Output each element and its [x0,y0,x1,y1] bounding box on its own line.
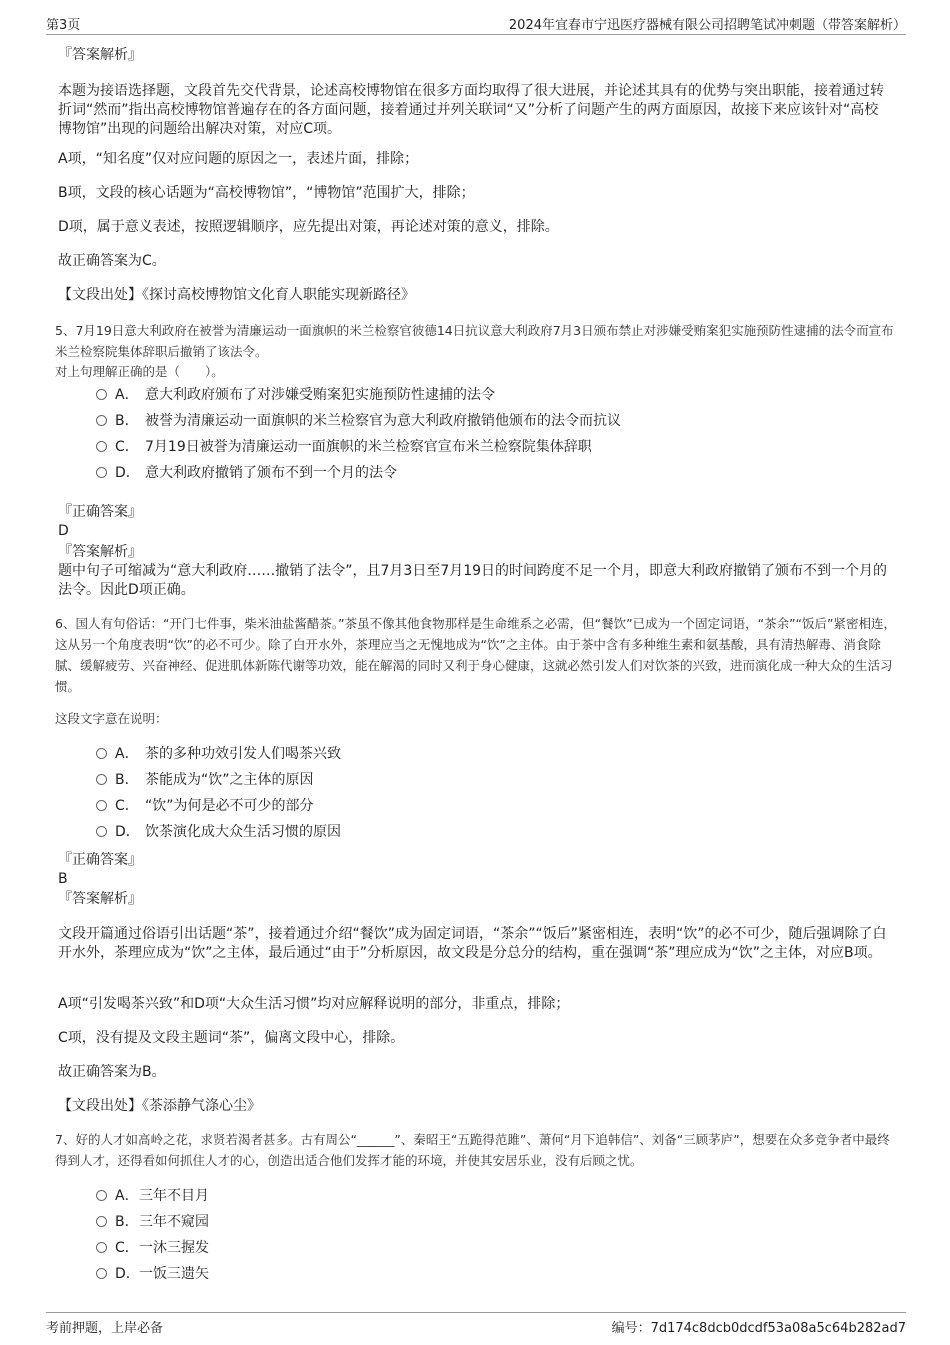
q7-option-b[interactable]: B．三年不窥园 [96,1213,896,1231]
q5-question: 对上句理解正确的是（ ）。 [55,364,224,379]
q6-analysis-label: 『答案解析』 [58,891,142,907]
document-id: 编号：7d174c8dcb0dcdf53a08a5c64b282ad7 [611,1321,906,1336]
radio-button-icon[interactable] [96,774,107,785]
q5-answer: D [58,523,69,539]
q4-analysis-p3: B项，文段的核心话题为“高校博物馆”，“博物馆”范围扩大，排除； [58,185,475,201]
radio-button-icon[interactable] [96,826,107,837]
radio-button-icon[interactable] [96,1242,107,1253]
q5-analysis: 题中句子可缩减为“意大利政府……撤销了法令”，且7月3日至7月19日的时间跨度不足一个月，即意大利政府撤销了颁布不到一个月的法令。因此D项正确。 [58,563,888,598]
q7-option-a[interactable]: A．三年不目月 [96,1187,896,1205]
q6-option-d[interactable]: D． 饮茶演化成大众生活习惯的原因 [96,823,896,841]
q7-stem: 7、好的人才如高岭之花，求贤若渴者甚多。古有周公“______”、秦昭王“五跪得范雎”、萧何“月下追韩信”、刘备“三顾茅庐”，想要在众多竞争者中最终得到人才，还得看如何抓住人才的心，创造出适合他们发挥才能的环境，并使其安居乐业，没有后顾之忧。 [55,1132,890,1168]
document-title: 2024年宜春市宁迅医疗器械有限公司招聘笔试冲刺题（带答案解析） [508,18,906,33]
radio-button-icon[interactable] [96,748,107,759]
q6-analysis-p2: A项“引发喝茶兴致”和D项“大众生活习惯”均对应解释说明的部分，非重点，排除； [58,996,570,1012]
q4-analysis-p2: A项，“知名度”仅对应问题的原因之一，表述片面，排除； [58,151,419,167]
q5-analysis-label: 『答案解析』 [58,544,142,560]
q6-answer-label: 『正确答案』 [58,852,142,868]
q5-answer-label: 『正确答案』 [58,504,142,520]
q5-option-a[interactable]: A． 意大利政府颁布了对涉嫌受贿案犯实施预防性逮捕的法令 [96,386,896,404]
q5-option-c[interactable]: C． 7月19日被誉为清廉运动一面旗帜的米兰检察官宣布米兰检察院集体辞职 [96,438,896,456]
q6-option-a[interactable]: A． 茶的多种功效引发人们喝茶兴致 [96,745,896,763]
q4-analysis-p4: D项，属于意义表述，按照逻辑顺序，应先提出对策，再论述对策的意义，排除。 [58,219,559,235]
radio-button-icon[interactable] [96,415,107,426]
q6-stem: 6、国人有句俗话：“开门七件事，柴米油盐酱醋茶。”茶虽不像其他食物那样是生命维系之必需，但“餐饮”已成为一个固定词语，“茶余”“饭后”紧密相连，这从另一个角度表明“饮”的必不可少。除了白开水外，茶理应当之无愧地成为“饮”之主体。由于茶中含有多种维生素和氨基酸，具有清热解毒、消食除腻、缓解疲劳、兴奋神经、促进肌体新陈代谢等功效，能在解渴的同时又利于身心健康，这就必然引发人们对饮茶的兴致，进而演化成一种大众的生活习惯。 [55,616,897,694]
q4-source: 【文段出处】《探讨高校博物馆文化育人职能实现新路径》 [58,287,415,303]
q7-option-d[interactable]: D．一饭三遗矢 [96,1265,896,1283]
q6-analysis-p4: 故正确答案为B。 [58,1064,166,1080]
q5-option-b[interactable]: B． 被誉为清廉运动一面旗帜的米兰检察官为意大利政府撤销他颁布的法令而抗议 [96,412,896,430]
radio-button-icon[interactable] [96,441,107,452]
q6-question: 这段文字意在说明： [55,711,168,726]
radio-button-icon[interactable] [96,800,107,811]
footer-slogan: 考前押题，上岸必备 [46,1321,164,1336]
page-header [46,14,906,35]
q6-analysis-p1: 文段开篇通过俗语引出话题“茶”，接着通过介绍“餐饮”成为固定词语，“茶余”“饭后”紧密相连，表明“饮”的必不可少，随后强调除了白开水外，茶理应成为“饮”之主体，最后通过“由于”分析原因，故文段是分总分的结构，重在强调“茶”理应成为“饮”之主体，对应B项。 [58,926,887,961]
q6-source: 【文段出处】《茶添静气涤心尘》 [58,1098,261,1114]
q6-answer: B [58,871,68,887]
q6-option-c[interactable]: C． “饮”为何是必不可少的部分 [96,797,896,815]
radio-button-icon[interactable] [96,389,107,400]
q4-analysis-label: 『答案解析』 [58,47,142,63]
q4-analysis-p5: 故正确答案为C。 [58,253,166,269]
q5-option-d[interactable]: D． 意大利政府撤销了颁布不到一个月的法令 [96,464,896,482]
q5-stem: 5、7月19日意大利政府在被誉为清廉运动一面旗帜的米兰检察官彼德14日抗议意大利政府7月3日颁布禁止对涉嫌受贿案犯实施预防性逮捕的法令而宣布米兰检察院集体辞职后撤销了该法令。 [55,323,894,359]
page-footer [46,1312,906,1337]
radio-button-icon[interactable] [96,1190,107,1201]
q6-analysis-p3: C项，没有提及文段主题词“茶”，偏离文段中心，排除。 [58,1030,405,1046]
q6-option-b[interactable]: B． 茶能成为“饮”之主体的原因 [96,771,896,789]
q7-option-c[interactable]: C．一沐三握发 [96,1239,896,1257]
radio-button-icon[interactable] [96,1268,107,1279]
q4-analysis-p1: 本题为接语选择题，文段首先交代背景，论述高校博物馆在很多方面均取得了很大进展，并论述其具有的优势与突出职能，接着通过转折词“然而”指出高校博物馆普遍存在的各方面问题，接着通过并列关联词“又”分析了问题产生的两方面原因，故接下来应该针对“高校博物馆”出现的问题给出解决对策，对应C项。 [58,83,884,137]
radio-button-icon[interactable] [96,1216,107,1227]
page-number: 第3页 [46,18,81,33]
radio-button-icon[interactable] [96,467,107,478]
